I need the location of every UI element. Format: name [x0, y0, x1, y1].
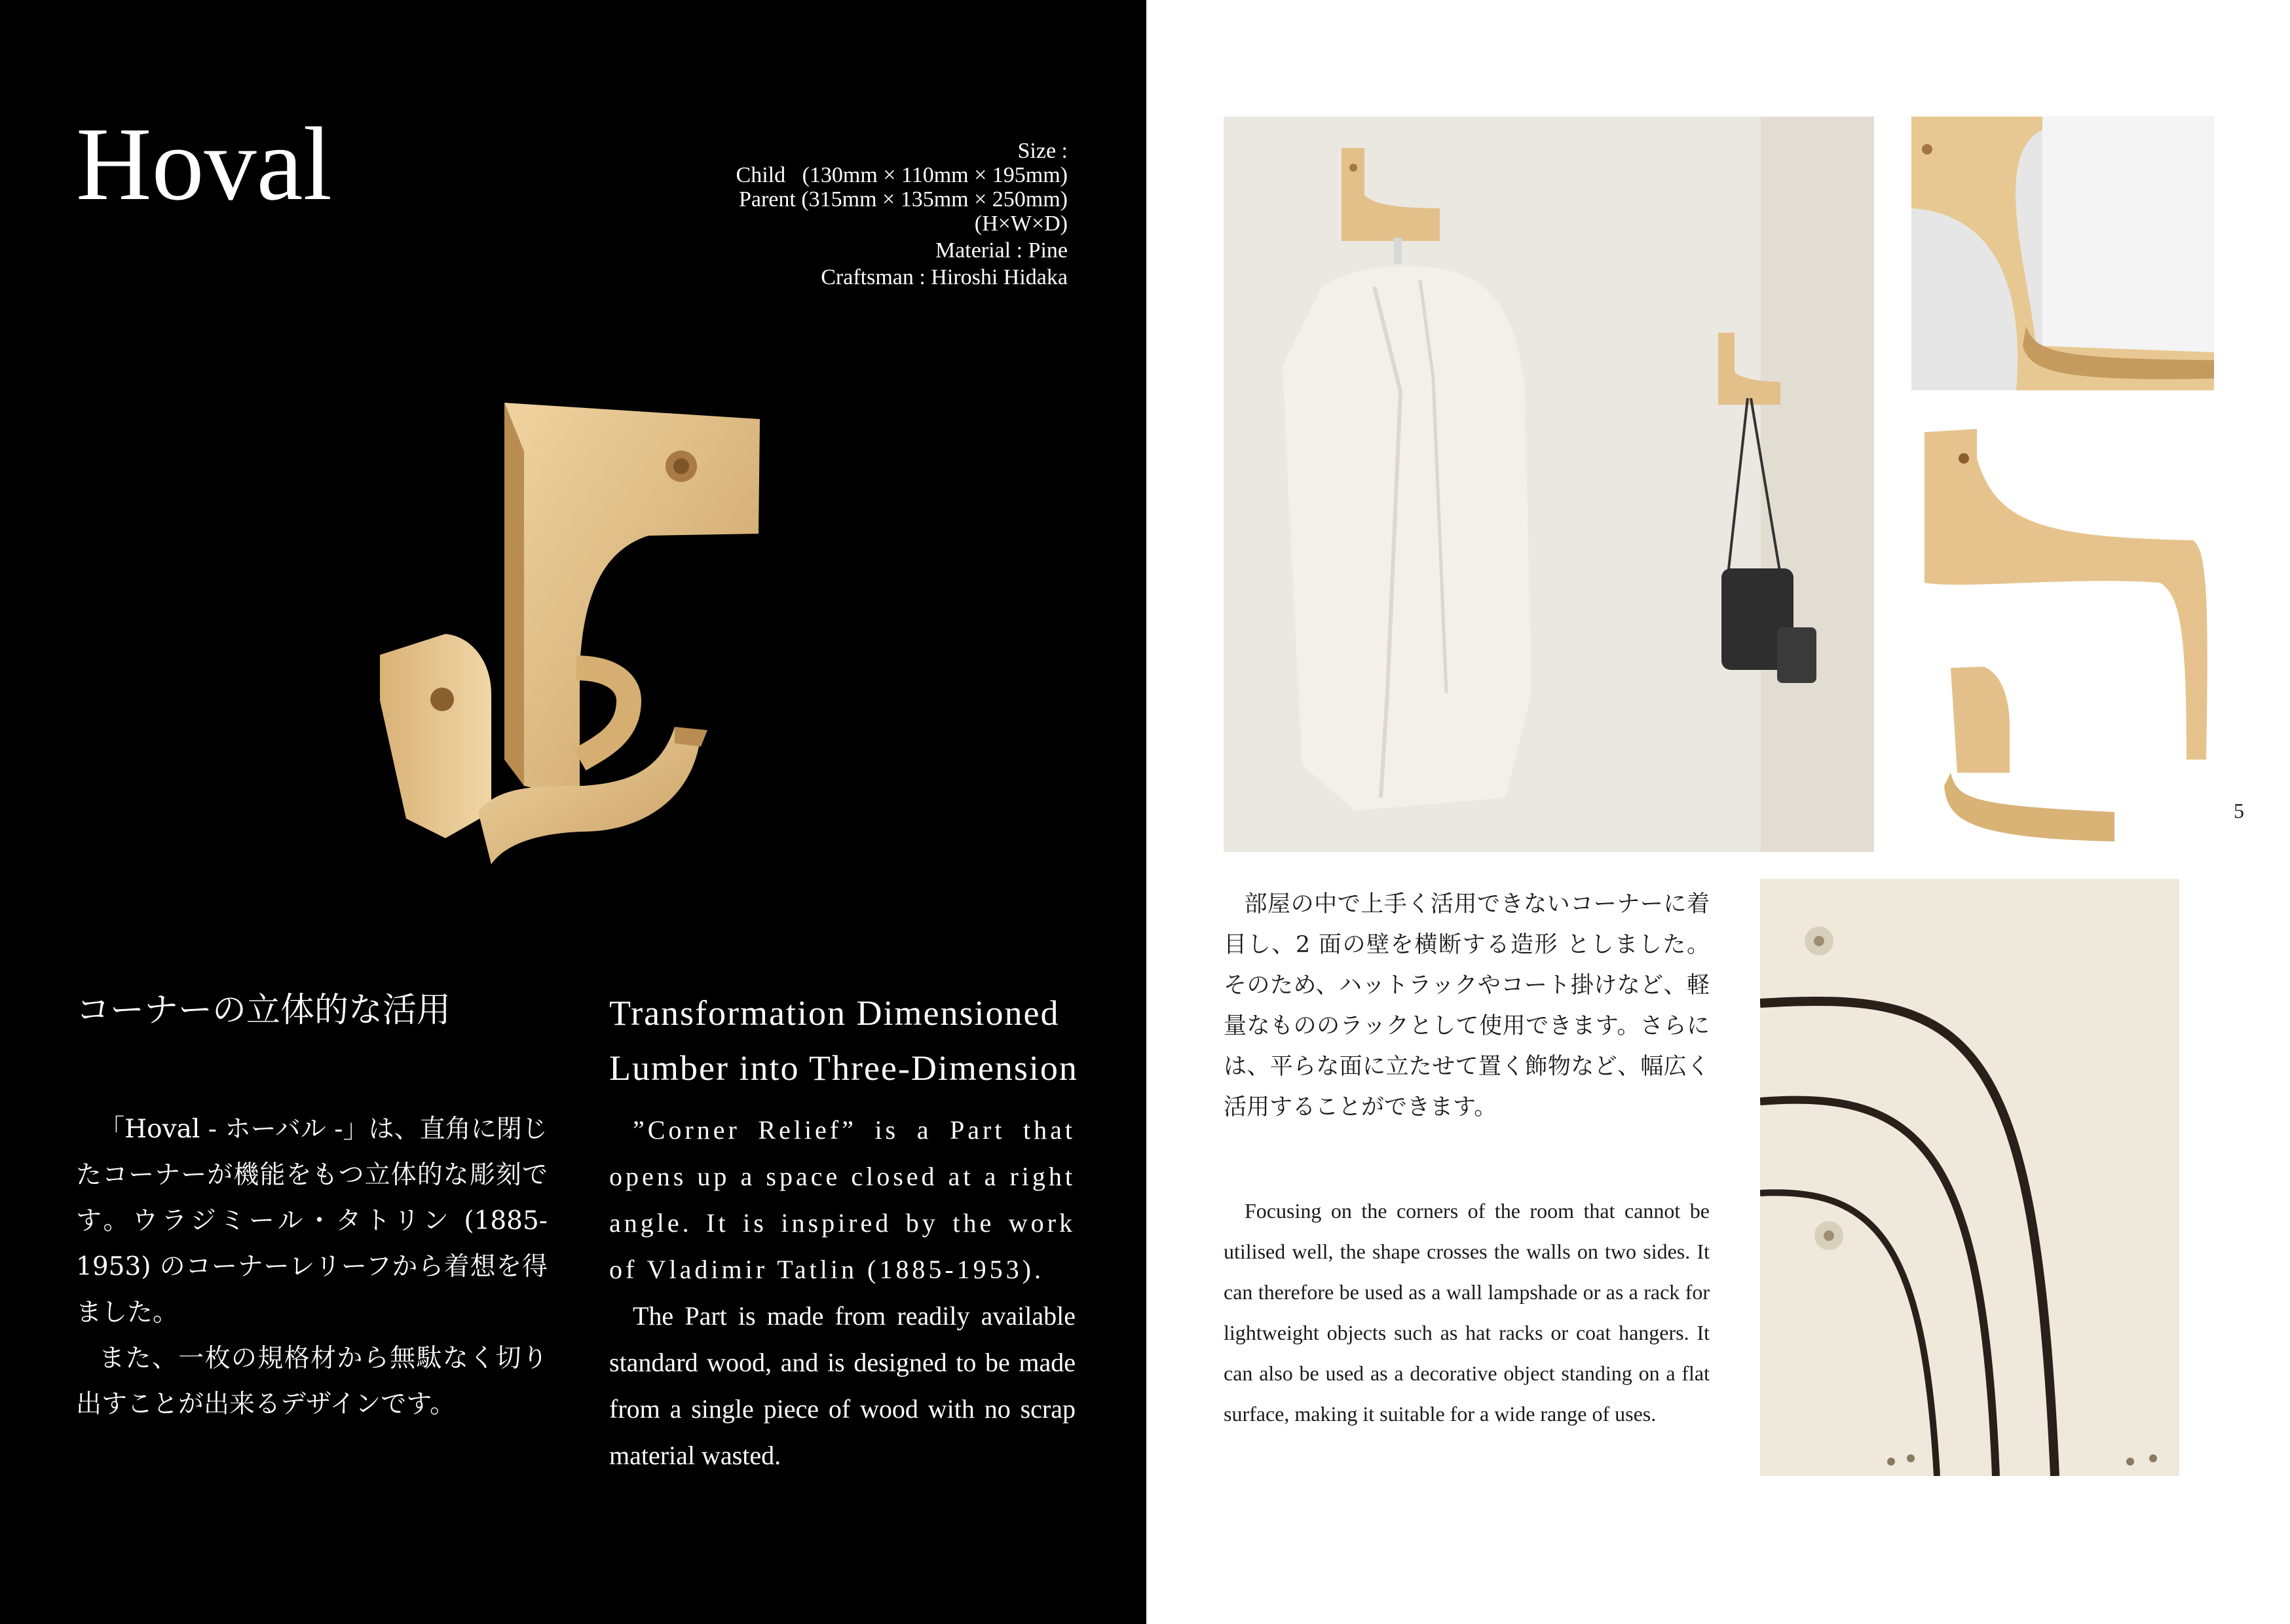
detail-photo-middle [1911, 419, 2214, 851]
spec-size-label: Size : [1017, 139, 1068, 163]
jp-usage-paragraph: 部屋の中で上手く活用できないコーナーに着目し、2 面の壁を横断する造形 としました。そのため、ハットラックやコート掛けなど、軽量なもののラックとして使用できます。さらには、平らな面に立たせて置く飾物など、幅広く活用することができます。 [1224, 891, 1710, 1120]
jp-paragraph-2: また、一枚の規格材から無駄なく切り出すことが出来るデザインです。 [76, 1344, 548, 1419]
hook-closeup-1 [1911, 117, 2214, 390]
spec-block [609, 139, 1068, 289]
hoval-wood-pieces-illustration [367, 393, 773, 877]
spec-material: Material : Pine [935, 238, 1068, 263]
en-usage-description [1224, 1190, 1710, 1434]
wall-mounted-photo [1224, 117, 1874, 852]
jp-usage-description [1224, 884, 1710, 1128]
en-section-heading [609, 986, 1081, 1096]
detail-photo-top [1911, 117, 2214, 390]
coat-and-bag-scene [1224, 117, 1874, 852]
en-heading-line-2: Lumber into Three-Dimension [609, 1048, 1078, 1088]
en-heading-line-1: Transformation Dimensioned [609, 993, 1060, 1033]
en-description [609, 1107, 1076, 1479]
cut-board-photo [1760, 879, 2179, 1476]
en-usage-paragraph: Focusing on the corners of the room that cannot be utilised well, the shape crosses the walls on two sides. It can therefore be used as a wall lampshade or as a rack for lightweight objects such as hat racks or coat hangers. It can also be used as a decorative object standing on a flat surface, making it suitable for a wide range of uses. [1224, 1199, 1710, 1426]
spec-parent-size: Parent (315mm × 135mm × 250mm) [738, 187, 1068, 212]
hero-product-image [367, 393, 773, 877]
right-page [1146, 0, 2290, 1624]
jp-paragraph-1: 「Hoval - ホーバル -」は、直角に閉じたコーナーが機能をもつ立体的な彫刻です。ウラジミール・タトリン (1885-1953) のコーナーレリーフから着想を得ました。 [76, 1115, 548, 1327]
page-number: 5 [2234, 799, 2244, 822]
product-title: Hoval [76, 105, 333, 222]
hook-closeup-2 [1911, 419, 2214, 851]
en-paragraph-2: The Part is made from readily available standard wood, and is designed to be made from a single piece of wood with no scrap material wasted. [609, 1301, 1076, 1470]
jp-description [76, 1107, 548, 1428]
spec-child-size: Child (130mm × 110mm × 195mm) [736, 163, 1068, 187]
spec-dimension-order: (H×W×D) [974, 212, 1068, 236]
jp-section-heading: コーナーの立体的な活用 [76, 991, 451, 1030]
en-paragraph-1: ”Corner Relief” is a Part that opens up a space closed at a right angle. It is inspired by the work of Vladimir Tatlin (1885-1953). [609, 1115, 1076, 1284]
spec-craftsman: Craftsman : Hiroshi Hidaka [821, 265, 1068, 289]
single-board-cut-pattern [1760, 879, 2179, 1476]
